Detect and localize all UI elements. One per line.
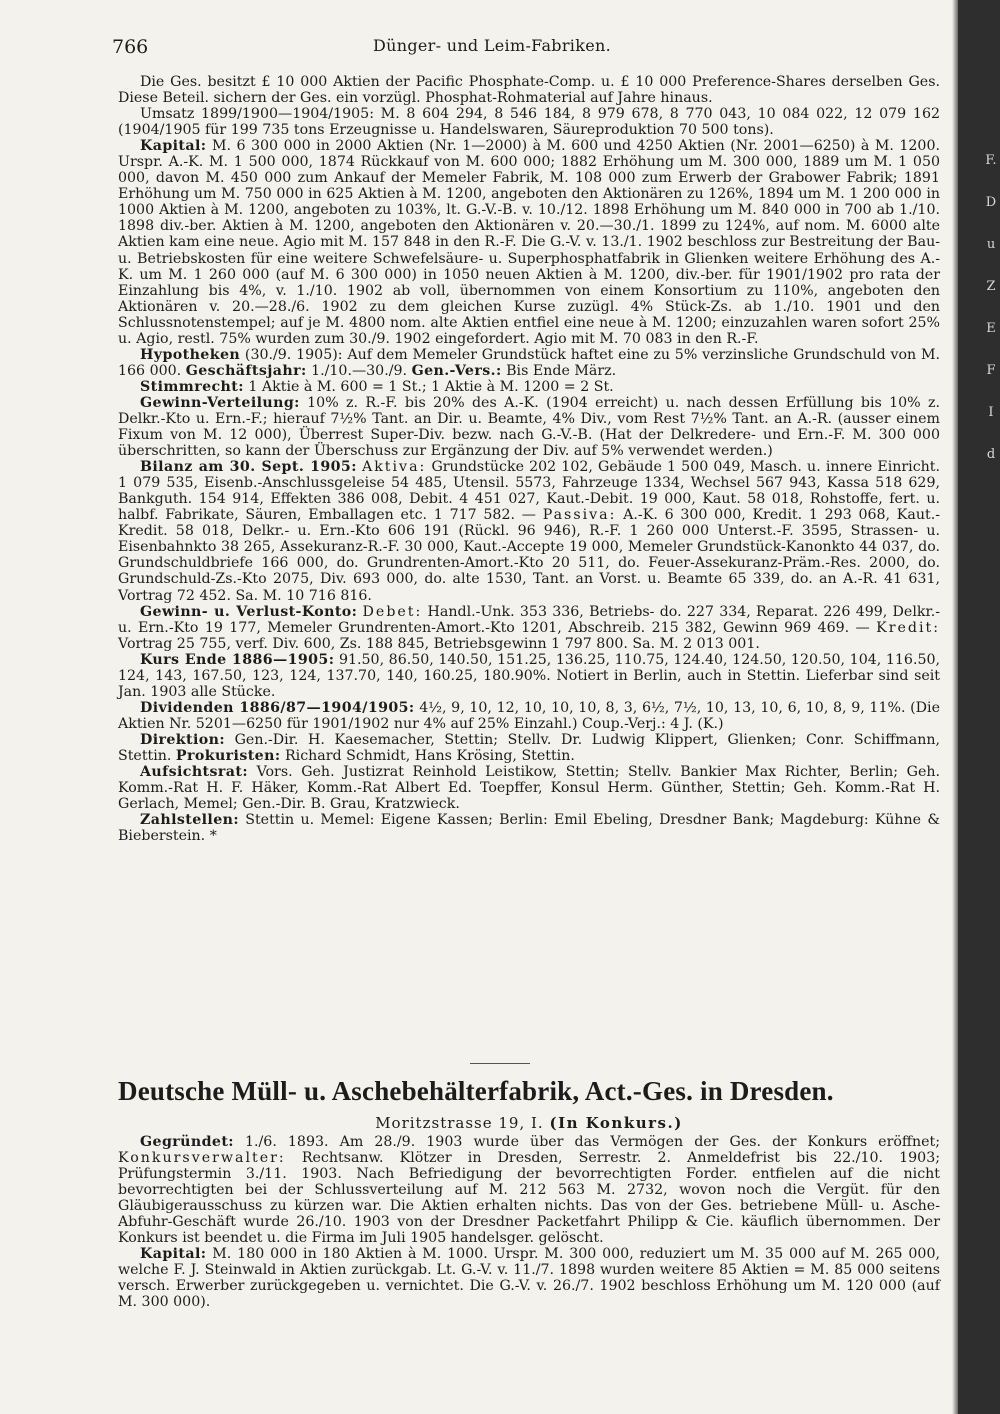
- margin-glyph: F.: [985, 153, 997, 168]
- label-gegruendet: Gegründet:: [140, 1134, 234, 1150]
- text-kapital-2: M. 180 000 in 180 Aktien à M. 1000. Urspr. M. 300 000, reduziert um M. 35 000 auf M. 265 000, welche F. J. Steinwald in Aktien zurückgab. Lt. G.-V. v. 11./7. 1898 wurden weitere 85 Aktien = M. 85 000 seitens versch. Erwerber zurückgegeben u. vernichtet. Die G.-V. v. 26./7. 1902 beschloss Erhöhung um M. 120 000 (auf M. 300 000).: [118, 1246, 940, 1311]
- text-kredit: Vortrag 25 755, verf. Div. 600, Zs. 188 845, Betriebsgewinn 1 797 800. Sa. M. 2 013 001.: [118, 635, 760, 652]
- text-kurs: 91.50, 86.50, 140.50, 151.25, 136.25, 110.75, 124.40, 124.50, 120.50, 104, 116.50, 124, 143, 167.50, 123, 124, 137.70, 140, 160.25, 180.90%. Notiert in Berlin, auch in Stettin. Lieferbar sind seit Jan. 1903 alle Stücke.: [118, 651, 941, 700]
- label-hypotheken: Hypotheken: [140, 346, 241, 363]
- paragraph-gewinnverteilung: [118, 395, 940, 459]
- label-aufsichtsrat: Aufsichtsrat:: [140, 764, 248, 781]
- company-title: Deutsche Müll- u. Aschebehälterfabrik, Act.-Ges. in Dresden.: [118, 1076, 834, 1106]
- label-zahlstellen: Zahlstellen:: [140, 812, 239, 829]
- margin-glyph: Z: [986, 279, 996, 294]
- text-gegruendet-a: 1./6. 1893. Am 28./9. 1903 wurde über das Vermögen der Ges. der Konkurs eröffnet;: [244, 1134, 940, 1150]
- margin-glyph: D: [985, 195, 997, 210]
- paragraph-aufsichtsrat: [118, 764, 940, 812]
- paragraph-intro: Die Ges. besitzt £ 10 000 Aktien der Pacific Phosphate-Comp. u. £ 10 000 Preference-Shares derselben Ges. Diese Beteil. sichern der Ges. ein vorzügl. Phosphat-Rohmaterial auf Jahre hinaus.: [118, 74, 940, 107]
- paragraph-hypotheken: [118, 347, 940, 379]
- paragraph-umsatz: Umsatz 1899/1900—1904/1905: M. 8 604 294, 8 546 184, 8 979 678, 8 770 043, 10 084 022, 12 079 162 (1904/1905 für 199 735 tons Erzeugnisse u. Handelswaren, Säureproduktion 70 500 tons).: [118, 106, 940, 139]
- paragraph-kapital: [118, 138, 940, 347]
- text-genvers: Bis Ende März.: [506, 362, 617, 379]
- label-kurs: Kurs Ende 1886—1905:: [140, 651, 335, 668]
- paragraph-gewinn-verlust: [118, 604, 940, 652]
- text-hypotheken: (30./9. 1905): Auf dem Memeler Grundstück haftet eine zu 5% verzinsliche Grundschuld von M. 166 000.: [118, 346, 940, 379]
- paragraph-bilanz: [118, 459, 940, 603]
- text-direktion: Gen.-Dir. H. Kaesemacher, Stettin; Stellv. Dr. Ludwig Klippert, Glienken; Conr. Schiffmann, Stettin.: [118, 731, 940, 764]
- text-geschaeftsjahr: 1./10.—30./9.: [311, 362, 408, 379]
- text-dividenden: 4½, 9, 10, 12, 10, 10, 10, 8, 3, 6½, 7½, 10, 13, 10, 6, 10, 8, 9, 11%. (Die Aktien Nr. 5201—6250 für 1901/1902 nur 4% auf 25% Einzahl.) Coup.-Verj.: 4 J. (K.): [118, 699, 940, 732]
- paragraph-kurs: [118, 652, 940, 700]
- label-kredit: Kredit:: [876, 619, 940, 636]
- paragraph-stimmrecht: [118, 379, 940, 395]
- label-stimmrecht: Stimmrecht:: [140, 378, 244, 395]
- company-status: (In Konkurs.): [549, 1114, 683, 1132]
- text-aufsichtsrat: Vors. Geh. Justizrat Reinhold Leistikow, Stettin; Stellv. Bankier Max Richter, Berlin; Geh. Komm.-Rat H. F. Häker, Komm.-Rat Albert Ed. Toepffer, Konsul Herm. Günther, Stettin; Geh. Komm.-Rat H. Gerlach, Memel; Gen.-Dir. B. Grau, Kratzwieck.: [118, 764, 941, 813]
- company-address: Moritzstrasse 19, I.: [375, 1114, 544, 1132]
- paragraph-zahlstellen: [118, 812, 940, 844]
- label-genvers: Gen.-Vers.:: [411, 362, 502, 379]
- text-aktiva: Grundstücke 202 102, Gebäude 1 500 049, Masch. u. innere Einricht. 1 079 535, Eisenb.-Anschlussgeleise 54 485, Utensil. 5573, Fahrzeuge 1334, Wechsel 567 943, Kassa 518 629, Bankguth. 154 914, Effekten 386 008, Debit. 4 451 027, Kaut.-Debit. 19 000, Kaut. 58 018, Rohstoffe, fert. u. halbf. Fabrikate, Säuren, Emballagen etc. 1 717 582. —: [118, 459, 940, 524]
- paragraph-gegruendet: [118, 1134, 940, 1246]
- company-entry-duenger: [118, 74, 940, 844]
- label-prokuristen: Prokuristen:: [175, 747, 281, 764]
- text-prokuristen: Richard Schmidt, Hans Krösing, Stettin.: [284, 747, 575, 764]
- text-stimmrecht: 1 Aktie à M. 600 = 1 St.; 1 Aktie à M. 1200 = 2 St.: [248, 378, 614, 395]
- paragraph-direktion: [118, 732, 940, 764]
- label-geschaeftsjahr: Geschäftsjahr:: [185, 362, 307, 379]
- margin-glyph: E: [986, 321, 996, 336]
- running-title: Dünger- und Leim-Fabriken.: [373, 36, 611, 55]
- text-zahlstellen: Stettin u. Memel: Eigene Kassen; Berlin: Emil Ebeling, Dresdner Bank; Magdeburg: Kühne & Bieberstein. *: [118, 812, 940, 845]
- text-gegruendet-b: Rechtsanw. Klötzer in Dresden, Serrestr. 2. Anmeldefrist bis 22./10. 1903; Prüfungstermin 3./11. 1903. Nach Befriedigung der bevorrechtigten Forder. entfielen auf die nicht bevorrechtigten bei der Schlussverteilung auf M. 212 563 M. 2732, wovon noch die Vergüt. für den Gläubigerausschuss zu kürzen war. Die Aktien erhalten nichts. Das von der Ges. betriebene Müll- u. Asche-Abfuhr-Geschäft wurde 26./10. 1903 von der Dresdner Packetfahrt Philipp & Cie. käuflich übernommen. Der Konkurs ist beendet u. die Firma im Juli 1905 handelsger. gelöscht.: [118, 1150, 941, 1247]
- text-debet: Handl.-Unk. 353 336, Betriebs- do. 227 334, Reparat. 226 499, Delkr.- u. Ern.-Kto 19 177, Memeler Grundrenten-Amort.-Kto 1201, Abschreib. 215 382, Gewinn 969 469. —: [118, 603, 940, 636]
- paragraph-kapital-2: [118, 1246, 940, 1310]
- margin-glyph: d: [986, 447, 996, 462]
- label-debet: Debet:: [362, 603, 423, 620]
- margin-glyph: I: [988, 405, 994, 420]
- text-gewinnverteilung: 10% z. R.-F. bis 20% des A.-K. (1904 erreicht) u. nach dessen Erfüllung bis 10% z. Delkr.-Kto u. Ern.-F.; hierauf 7½% Tant. an Dir. u. Beamte, 4% Div., vom Rest 7½% Tant. an A.-R. (ausser einem Fixum von M. 12 000), Überrest Super-Div. bezw. nach G.-V.-B. (Hat der Delkredere- und Ern.-F. M. 300 000 überschritten, so kann der Überschuss zur Ergänzung der Div. auf 5% verwendet werden.): [118, 394, 941, 460]
- margin-bleed-text: [982, 140, 1000, 476]
- label-dividenden: Dividenden 1886/87—1904/1905:: [140, 699, 415, 716]
- label-gewinnverteilung: Gewinn-Verteilung:: [140, 394, 300, 411]
- company-entry-muell: [118, 1134, 940, 1311]
- label-gewinn-verlust: Gewinn- u. Verlust-Konto:: [140, 603, 358, 620]
- label-bilanz: Bilanz am 30. Sept. 1905:: [140, 459, 357, 476]
- label-passiva: Passiva:: [542, 507, 617, 524]
- text-kapital: M. 6 300 000 in 2000 Aktien (Nr. 1—2000) à M. 600 und 4250 Aktien (Nr. 2001—6250) à M. 1200. Urspr. A.-K. M. 1 500 000, 1874 Rückkauf von M. 600 000; 1882 Erhöhung um M. 300 000, 1889 um M. 1 050 000, davon M. 450 000 zum Ankauf der Memeler Fabrik, M. 108 000 zum Erwerb der Grabower Fabrik; 1891 Erhöhung um M. 750 000 in 625 Aktien à M. 1200, angeboten den Aktionären zu 126%, 1894 um M. 1 200 000 in 1000 Aktien à M. 1200, angeboten zu 103%, lt. G.-V.-B. v. 10./12. 1898 Erhöhung um M. 840 000 in 700 ab 1./10. 1898 div.-ber. Aktien à M. 1200, angeboten den Aktionären v. 20.—30./1. 1899 zu 124%, auf nom. M. 6000 alte Aktien kam eine neue. Agio mit M. 157 848 in den R.-F. Die G.-V. v. 13./1. 1902 beschloss zur Bestreitung der Bau- u. Betriebskosten für eine weitere Schwefelsäure- u. Superphosphatfabrik in Glienken weitere Erhöhung des A.-K. um M. 1 260 000 (auf M. 6 300 000) in 1050 neuen Aktien à M. 1200, div.-ber. für 1901/1902 pro rata der Einzahlung bis 4%, v. 1./10. 1902 ab voll, übernommen von einem Konsortium zu 110%, angeboten den Aktionären v. 20.—28./6. 1902 zu dem gleichen Kurse zuzügl. 4% Stück-Zs. ab 1./10. 1901 und den Schlussnotenstempel; auf je M. 4800 nom. alte Aktien entfiel eine neue à M. 1200; einzuzahlen waren sofort 25% u. Agio, restl. 75% wurden zum 30./9. 1902 eingefordert. Agio mit M. 70 083 in den R.-F.: [118, 138, 940, 347]
- label-direktion: Direktion:: [140, 731, 225, 748]
- page-number: 766: [112, 36, 149, 58]
- section-divider: [470, 1063, 530, 1064]
- margin-glyph: F: [986, 363, 996, 378]
- label-konkursverwalter: Konkursverwalter:: [118, 1150, 286, 1167]
- margin-glyph: u: [986, 237, 996, 252]
- text-passiva: A.-K. 6 300 000, Kredit. 1 293 068, Kaut.-Kredit. 58 018, Delkr.- u. Ern.-Kto 606 191 (Rückl. 96 946), R.-F. 1 260 000 Unterst.-F. 3595, Strassen- u. Eisenbahnkto 38 265, Assekuranz-R.-F. 30 000, Kaut.-Accepte 19 000, Memeler Grundstück-Kanonkto 44 037, do. Grundschuldbriefe 166 000, do. Grundrenten-Amort.-Kto 20 511, do. Feuer-Assekuranz-Präm.-Res. 2000, do. Grundschuld-Zs.-Kto 2075, Div. 693 000, do. alte 1530, Tant. an Vorst. u. Beamte 65 339, do. an A.-R. 41 631, Vortrag 72 452. Sa. M. 10 716 816.: [118, 507, 941, 604]
- paragraph-dividenden: [118, 700, 940, 732]
- label-kapital: Kapital:: [140, 138, 207, 155]
- label-kapital-2: Kapital:: [140, 1246, 207, 1263]
- label-aktiva: Aktiva:: [361, 459, 427, 476]
- page-header: [112, 36, 932, 60]
- company-subtitle: [118, 1114, 940, 1132]
